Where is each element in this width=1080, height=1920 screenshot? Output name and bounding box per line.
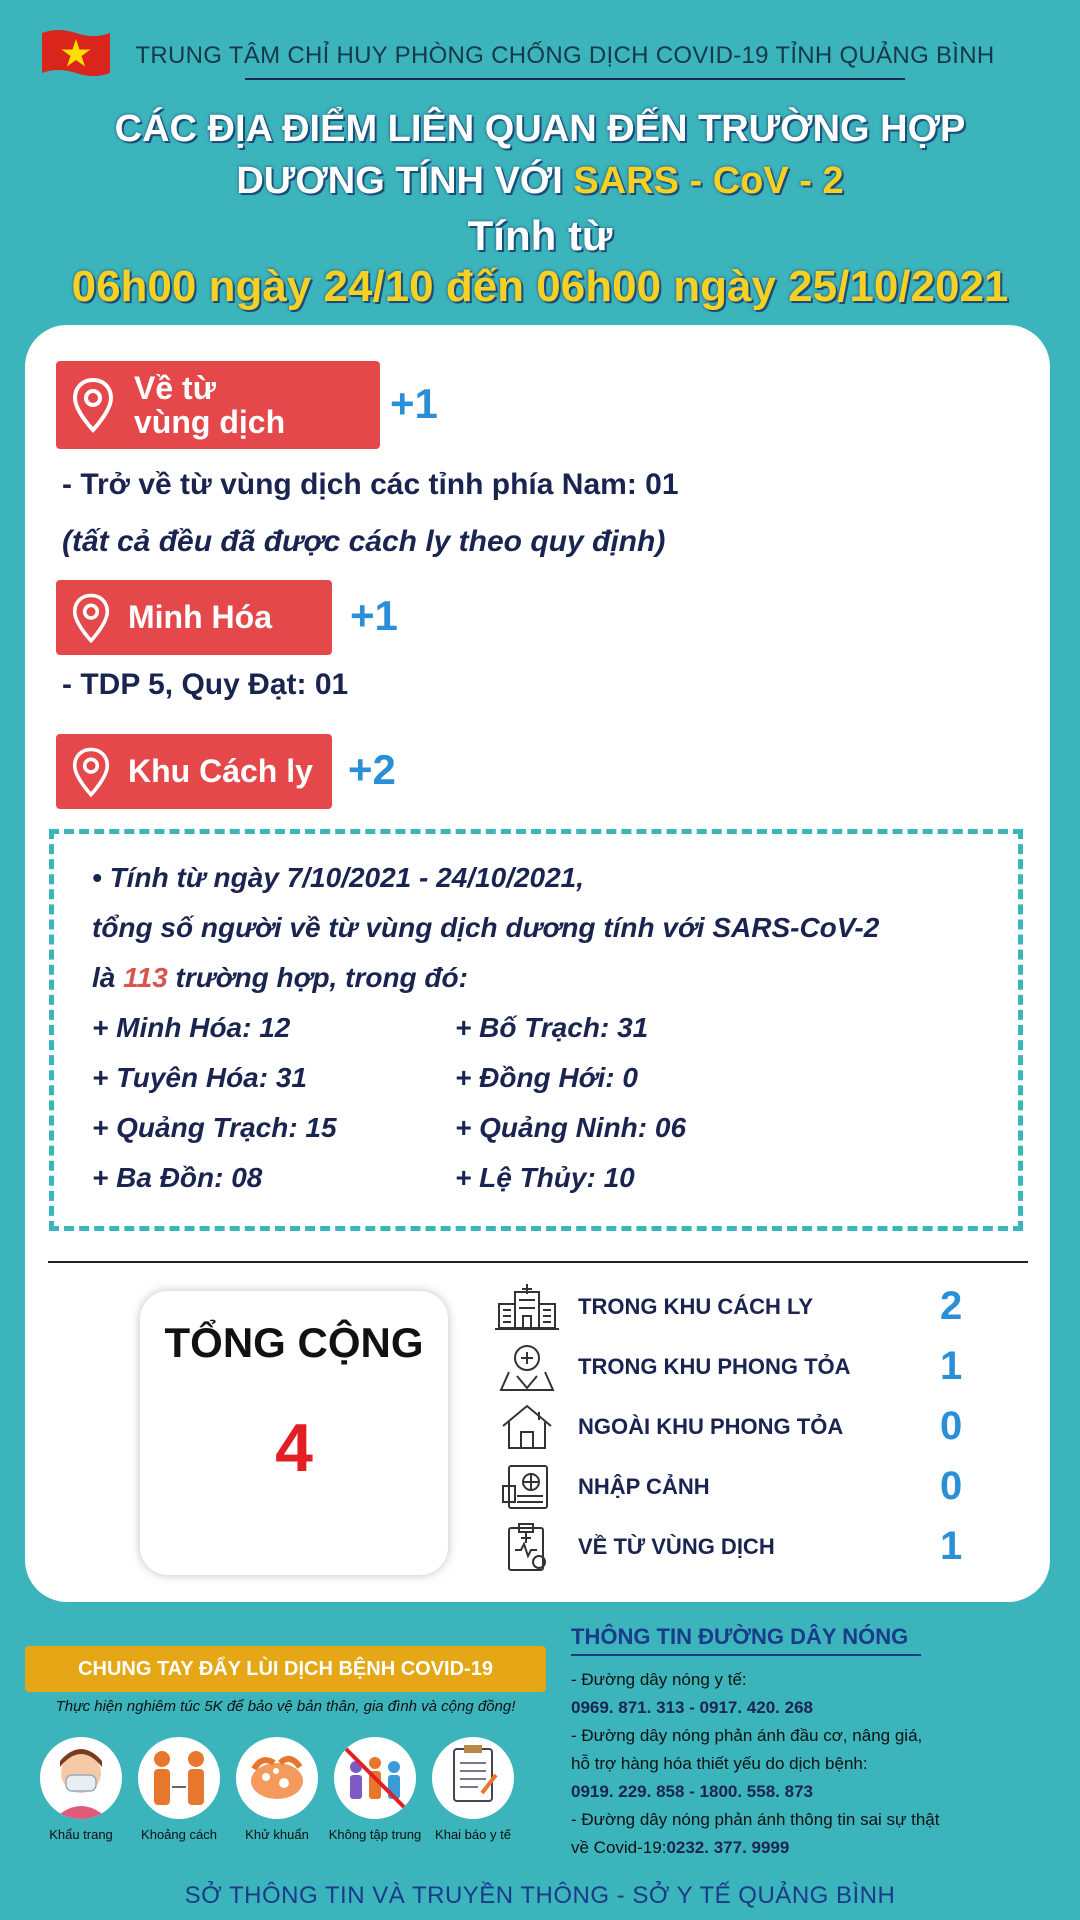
title-line-1: CÁC ĐỊA ĐIỂM LIÊN QUAN ĐẾN TRƯỜNG HỢP — [114, 108, 966, 150]
stat-value: 2 — [940, 1284, 963, 1328]
stat-label: NGOÀI KHU PHONG TỎA — [578, 1414, 844, 1439]
house-icon — [495, 1402, 559, 1452]
stat-row-lockdown — [495, 1342, 995, 1392]
summary-line-3: là 113 trường hợp, trong đó: — [92, 962, 468, 993]
hand-wash-icon — [236, 1737, 318, 1819]
count-ve-tu: +1 — [390, 380, 438, 427]
total-box — [140, 1291, 448, 1575]
hotline-text: - Đường dây nóng phản ánh đầu cơ, nâng giá, — [571, 1726, 923, 1745]
k5-item-disinfect — [236, 1737, 318, 1842]
detail-ve-tu-note: (tất cả đều đã được cách ly theo quy định) — [62, 525, 666, 558]
detail-minh-hoa: - TDP 5, Quy Đạt: 01 — [62, 668, 349, 701]
map-pin-icon — [495, 1342, 559, 1392]
summary-total-number: 113 — [123, 962, 168, 993]
detail-ve-tu: - Trở về từ vùng dịch các tỉnh phía Nam: 01 — [62, 468, 679, 501]
summary-line-2: tổng số người về từ vùng dịch dương tính với SARS-CoV-2 — [92, 912, 880, 943]
tag-label: Minh Hóa — [128, 599, 272, 635]
tag-label-line2: vùng dịch — [134, 404, 286, 440]
stat-label: TRONG KHU CÁCH LY — [578, 1294, 814, 1319]
k5-item-no-gathering — [328, 1737, 422, 1842]
district-item: + Tuyên Hóa: 31 — [92, 1062, 308, 1093]
footer: SỞ THÔNG TIN VÀ TRUYỀN THÔNG - SỞ Y TẾ QUẢNG BÌNH — [184, 1882, 896, 1909]
campaign-banner: CHUNG TAY ĐẨY LÙI DỊCH BỆNH COVID-19 — [25, 1646, 546, 1692]
title-line-2: DƯƠNG TÍNH VỚI SARS - CoV - 2 — [236, 160, 844, 202]
stat-value: 1 — [940, 1344, 963, 1388]
tag-khu-cach-ly — [56, 734, 332, 809]
k5-caption: Khẩu trang — [49, 1827, 113, 1842]
stat-row-quarantine — [495, 1282, 995, 1332]
passport-icon — [495, 1462, 559, 1512]
district-item: + Đồng Hới: 0 — [455, 1062, 638, 1093]
location-pin-icon — [72, 592, 110, 644]
tag-minh-hoa — [56, 580, 332, 655]
district-item: + Quảng Ninh: 06 — [455, 1112, 687, 1143]
location-pin-icon — [72, 377, 114, 433]
date-range: 06h00 ngày 24/10 đến 06h00 ngày 25/10/2021 — [71, 262, 1009, 311]
k5-caption: Không tập trung — [328, 1827, 422, 1842]
k5-item-mask — [40, 1737, 122, 1842]
mask-icon — [40, 1737, 122, 1819]
stat-value: 0 — [940, 1404, 963, 1448]
location-pin-icon — [72, 746, 110, 798]
hospital-icon — [495, 1282, 559, 1332]
district-item: + Bố Trạch: 31 — [455, 1012, 649, 1043]
tag-ve-tu-vung-dich — [56, 361, 380, 449]
stat-value: 0 — [940, 1464, 963, 1508]
district-item: + Minh Hóa: 12 — [92, 1012, 291, 1043]
hotline-text: - Đường dây nóng phản ánh thông tin sai sự thật — [571, 1810, 940, 1829]
vietnam-flag-icon — [40, 27, 112, 79]
clipboard-icon — [495, 1522, 559, 1572]
tag-label-line1: Về từ — [134, 370, 216, 406]
total-value: 4 — [275, 1410, 313, 1486]
agency-underline — [245, 78, 905, 80]
stat-label: VỀ TỪ VÙNG DỊCH — [578, 1534, 775, 1559]
health-declaration-icon — [432, 1737, 514, 1819]
virus-name: SARS - CoV - 2 — [573, 160, 844, 202]
distance-icon — [138, 1737, 220, 1819]
district-item: + Quảng Trạch: 15 — [92, 1112, 337, 1143]
hotline-number: 0232. 377. 9999 — [666, 1838, 790, 1857]
section-divider — [48, 1261, 1028, 1263]
k5-item-distance — [138, 1737, 220, 1842]
district-item: + Ba Đồn: 08 — [92, 1162, 263, 1193]
tag-label: Khu Cách ly — [128, 753, 313, 789]
count-khu-cach-ly: +2 — [348, 746, 396, 793]
stat-label: TRONG KHU PHONG TỎA — [578, 1354, 851, 1379]
stat-row-entry — [495, 1462, 995, 1512]
stat-value: 1 — [940, 1524, 963, 1568]
hotline-number: 0969. 871. 313 - 0917. 420. 268 — [571, 1698, 813, 1717]
campaign-slogan: Thực hiện nghiêm túc 5K để bảo vệ bản thân, gia đình và cộng đồng! — [55, 1698, 516, 1715]
k5-caption: Khai báo y tế — [435, 1827, 511, 1842]
k5-caption: Khoảng cách — [141, 1827, 217, 1842]
stat-row-from-epidemic-area — [495, 1522, 995, 1572]
k5-item-health-declaration — [432, 1737, 514, 1842]
hotline-text: - Đường dây nóng y tế: — [571, 1670, 747, 1689]
k5-caption: Khử khuẩn — [245, 1827, 309, 1842]
hotline-underline — [571, 1654, 921, 1656]
title-line-3: Tính từ — [467, 212, 613, 259]
no-gathering-icon — [334, 1737, 416, 1819]
stat-row-outside-lockdown — [495, 1402, 995, 1452]
hotline-text: về Covid-19:0232. 377. 9999 — [571, 1838, 790, 1857]
agency-name: TRUNG TÂM CHỈ HUY PHÒNG CHỐNG DỊCH COVID-19 TỈNH QUẢNG BÌNH — [135, 42, 995, 69]
stat-label: NHẬP CẢNH — [578, 1474, 710, 1499]
total-label: TỔNG CỘNG — [164, 1319, 424, 1366]
summary-line-1: • Tính từ ngày 7/10/2021 - 24/10/2021, — [92, 862, 585, 893]
hotline-text: hỗ trợ hàng hóa thiết yếu do dịch bệnh: — [571, 1754, 868, 1773]
district-item: + Lệ Thủy: 10 — [455, 1162, 635, 1193]
count-minh-hoa: +1 — [350, 592, 398, 639]
hotline-title: THÔNG TIN ĐƯỜNG DÂY NÓNG — [571, 1624, 909, 1649]
hotline-number: 0919. 229. 858 - 1800. 558. 873 — [571, 1782, 813, 1801]
